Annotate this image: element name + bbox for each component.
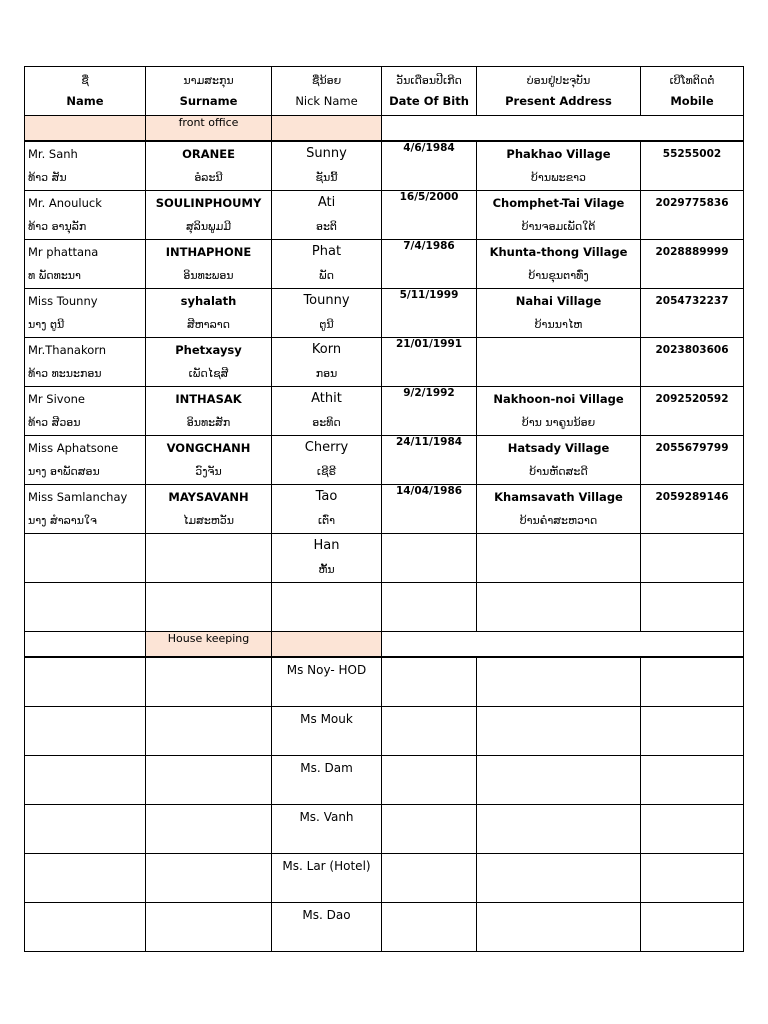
address-lao: ບ້ານຫັດສະດີ	[529, 465, 588, 478]
mobile-cell	[641, 854, 744, 903]
name-cell	[25, 756, 146, 805]
surname-cell	[146, 338, 272, 387]
address-en	[477, 534, 640, 558]
name-en: Miss Aphatsone	[28, 441, 119, 455]
name-lao: ນາງ ສໍາລານໃຈ	[28, 514, 97, 527]
name-en: Mr phattana	[28, 245, 99, 259]
address-lao: ບ້ານຈອມເພັດໃຕ້	[521, 220, 596, 233]
header-address-cell	[477, 67, 641, 116]
surname-lao	[146, 558, 271, 582]
section-label-house-keeping: House keeping	[146, 632, 272, 658]
mobile-number: 2028889999	[655, 246, 729, 258]
surname-lao	[146, 607, 271, 631]
header-nickname-lao: ຊື່ນ້ອຍ	[311, 74, 342, 87]
table-row	[25, 289, 744, 338]
address-en	[477, 583, 640, 607]
nickname-lao: ຊັນນີ້	[315, 171, 338, 184]
name-cell	[25, 534, 146, 583]
header-row	[25, 67, 744, 116]
table-row	[25, 583, 744, 632]
address-lao	[477, 607, 640, 631]
nickname-cell	[272, 485, 382, 534]
surname-cell	[146, 191, 272, 240]
section-spacer	[272, 632, 382, 658]
nickname-cell	[272, 657, 382, 707]
surname-cell	[146, 387, 272, 436]
surname-en: INTHAPHONE	[165, 245, 252, 259]
table-row	[25, 485, 744, 534]
nickname-en: Han	[313, 538, 340, 553]
name-cell	[25, 657, 146, 707]
table-row	[25, 903, 744, 952]
dob-cell: 24/11/1984	[382, 436, 477, 485]
address-cell	[477, 657, 641, 707]
surname-lao: ອໍລະນີ	[194, 171, 223, 184]
dob-cell	[382, 756, 477, 805]
nickname-lao: ອະທິດ	[312, 416, 341, 429]
address-cell	[477, 707, 641, 756]
nickname-en: Ati	[317, 195, 336, 210]
header-surname-en: Surname	[179, 94, 238, 108]
address-en: Nakhoon-noi Village	[493, 392, 624, 406]
nickname-cell	[272, 191, 382, 240]
address-en	[477, 338, 640, 362]
table-row	[25, 436, 744, 485]
nickname-lao: ພັດ	[319, 269, 334, 282]
address-lao: ບ້ານນາໄຫ	[534, 318, 583, 331]
name-en: Mr.Thanakorn	[28, 343, 107, 357]
section-spacer	[25, 116, 146, 142]
name-cell	[25, 338, 146, 387]
name-lao: ທ ພັດທະນາ	[28, 269, 81, 282]
mobile-number: 2029775836	[655, 197, 729, 209]
dob-cell	[382, 805, 477, 854]
dob-cell: 5/11/1999	[382, 289, 477, 338]
name-lao: ນາງ ອາພັດສອນ	[28, 465, 100, 478]
surname-cell	[146, 854, 272, 903]
address-cell	[477, 756, 641, 805]
name-cell	[25, 805, 146, 854]
table-row	[25, 338, 744, 387]
dob-cell: 9/2/1992	[382, 387, 477, 436]
name-cell	[25, 485, 146, 534]
nickname-cell	[272, 534, 382, 583]
house-keeping-rows	[25, 657, 744, 952]
dob-cell: 7/4/1986	[382, 240, 477, 289]
address-lao: ບ້ານຄໍາສະຫວາດ	[519, 514, 598, 527]
nickname-cell	[272, 141, 382, 191]
surname-cell	[146, 289, 272, 338]
nickname-en: Sunny	[306, 146, 347, 161]
address-en: Nahai Village	[515, 294, 602, 308]
surname-lao: ສຸລິນພູມມີ	[185, 220, 232, 233]
name-cell	[25, 240, 146, 289]
dob-cell: 21/01/1991	[382, 338, 477, 387]
nickname-en: Athit	[311, 391, 342, 406]
name-lao: ທ້າວ ສັນ	[28, 171, 67, 184]
dob-cell	[382, 854, 477, 903]
nickname-en: Ms. Vanh	[299, 810, 354, 824]
name-en: Mr. Anouluck	[28, 196, 102, 210]
nickname-cell	[272, 756, 382, 805]
nickname-lao: ອະຕິ	[316, 220, 337, 233]
nickname-lao: ຕູນີ	[319, 318, 334, 331]
nickname-en: Korn	[311, 342, 342, 357]
name-cell	[25, 141, 146, 191]
dob-cell	[382, 534, 477, 583]
name-cell	[25, 707, 146, 756]
nickname-cell	[272, 289, 382, 338]
mobile-cell	[641, 657, 744, 707]
nickname-cell	[272, 854, 382, 903]
nickname-lao: ເຊີຣີ	[316, 465, 337, 478]
address-lao: ບ້ານຂຸນຕາທົ່ງ	[528, 269, 589, 282]
mobile-cell	[641, 756, 744, 805]
nickname-cell	[272, 805, 382, 854]
address-lao: ບ້ານ ນາຄູນນ້ອຍ	[521, 416, 596, 429]
section-blank	[382, 632, 744, 658]
address-cell	[477, 854, 641, 903]
table-row	[25, 240, 744, 289]
table-row	[25, 657, 744, 707]
mobile-cell	[641, 583, 744, 632]
nickname-cell	[272, 387, 382, 436]
surname-cell	[146, 240, 272, 289]
nickname-lao: ເຕົ່າ	[317, 514, 336, 527]
table-row	[25, 191, 744, 240]
address-en: Khamsavath Village	[494, 490, 623, 504]
surname-cell	[146, 141, 272, 191]
nickname-cell	[272, 707, 382, 756]
surname-en: INTHASAK	[175, 392, 242, 406]
name-cell	[25, 436, 146, 485]
header-address-lao: ບ່ອນຢູ່ປະຈຸບັນ	[526, 74, 591, 87]
mobile-number: 2059289146	[655, 491, 729, 503]
surname-cell	[146, 583, 272, 632]
nickname-en	[272, 583, 381, 607]
mobile-cell	[641, 141, 744, 191]
header-surname-cell	[146, 67, 272, 116]
address-cell	[477, 387, 641, 436]
name-en: Miss Tounny	[28, 294, 98, 308]
surname-en	[146, 534, 271, 558]
mobile-number: 2023803606	[655, 344, 729, 356]
surname-cell	[146, 436, 272, 485]
surname-lao: ວົງຈັນ	[195, 465, 222, 478]
surname-lao: ອິນທະສັກ	[186, 416, 231, 429]
name-en: Mr Sivone	[28, 392, 86, 406]
address-cell	[477, 240, 641, 289]
mobile-cell	[641, 436, 744, 485]
header-nickname-en: Nick Name	[295, 94, 358, 108]
surname-cell	[146, 707, 272, 756]
surname-en: SOULINPHOUMY	[155, 196, 262, 210]
surname-cell	[146, 756, 272, 805]
nickname-cell	[272, 583, 382, 632]
surname-lao: ໄມສະຫວັນ	[182, 514, 235, 527]
section-spacer	[272, 116, 382, 142]
nickname-en: Ms Mouk	[300, 712, 353, 726]
surname-cell	[146, 805, 272, 854]
mobile-number: 2054732237	[655, 295, 729, 307]
address-cell	[477, 485, 641, 534]
name-lao	[25, 558, 145, 582]
surname-cell	[146, 903, 272, 952]
address-cell	[477, 805, 641, 854]
mobile-number: 2055679799	[655, 442, 729, 454]
nickname-en: Tounny	[303, 293, 350, 308]
address-cell	[477, 289, 641, 338]
name-cell	[25, 903, 146, 952]
address-en: Phakhao Village	[506, 147, 611, 161]
name-cell	[25, 387, 146, 436]
header-name-en: Name	[66, 94, 104, 108]
address-cell	[477, 903, 641, 952]
nickname-en: Ms. Dao	[302, 908, 351, 922]
address-lao	[477, 558, 640, 582]
address-en: Hatsady Village	[507, 441, 610, 455]
dob-cell: 16/5/2000	[382, 191, 477, 240]
table-row	[25, 141, 744, 191]
name-en	[25, 534, 145, 558]
surname-en: MAYSAVANH	[168, 490, 249, 504]
surname-en: Phetxaysy	[175, 343, 242, 357]
table-row	[25, 756, 744, 805]
nickname-lao: ຫັ້ນ	[318, 563, 335, 576]
address-cell	[477, 583, 641, 632]
table-row	[25, 805, 744, 854]
mobile-cell	[641, 191, 744, 240]
nickname-en: Tao	[315, 489, 338, 504]
table-row	[25, 854, 744, 903]
header-name-cell	[25, 67, 146, 116]
table-row	[25, 534, 744, 583]
nickname-en: Phat	[311, 244, 342, 259]
header-dob-lao: ວັນເດືອນປີເກີດ	[396, 74, 462, 87]
header-mobile-en: Mobile	[670, 94, 714, 108]
header-dob-cell	[382, 67, 477, 116]
name-en	[25, 583, 145, 607]
section-header-house-keeping	[25, 632, 744, 658]
nickname-cell	[272, 903, 382, 952]
surname-en: VONGCHANH	[166, 441, 251, 455]
nickname-lao	[272, 607, 381, 631]
surname-cell	[146, 534, 272, 583]
surname-lao: ເພັດໄຊສີ	[188, 367, 229, 380]
section-header-front-office	[25, 116, 744, 142]
table-row	[25, 707, 744, 756]
header-name-lao: ຊື່	[81, 74, 89, 87]
section-blank	[382, 116, 744, 142]
address-cell	[477, 338, 641, 387]
surname-lao: ສີຫາລາດ	[186, 318, 231, 331]
staff-contact-table	[24, 66, 744, 952]
nickname-cell	[272, 240, 382, 289]
address-en: Chomphet-Tai Vilage	[492, 196, 625, 210]
dob-cell	[382, 657, 477, 707]
header-dob-en: Date Of Bith	[389, 94, 469, 108]
nickname-cell	[272, 338, 382, 387]
address-cell	[477, 534, 641, 583]
header-address-en: Present Address	[505, 94, 612, 108]
surname-cell	[146, 485, 272, 534]
mobile-cell	[641, 387, 744, 436]
surname-en: ORANEE	[182, 147, 235, 161]
name-cell	[25, 854, 146, 903]
name-en: Miss Samlanchay	[28, 490, 128, 504]
surname-en: syhalath	[180, 294, 237, 308]
mobile-cell	[641, 240, 744, 289]
nickname-en: Ms. Lar (Hotel)	[282, 859, 371, 873]
address-lao	[477, 362, 640, 386]
name-cell	[25, 289, 146, 338]
mobile-cell	[641, 707, 744, 756]
nickname-en: Ms. Dam	[300, 761, 353, 775]
address-en: Khunta-thong Village	[489, 245, 628, 259]
dob-cell	[382, 707, 477, 756]
mobile-cell	[641, 534, 744, 583]
table-row	[25, 387, 744, 436]
nickname-en: Cherry	[304, 440, 349, 455]
section-blank	[25, 632, 146, 658]
nickname-en: Ms Noy- HOD	[286, 663, 367, 677]
section-label-front-office: front office	[146, 116, 272, 142]
name-lao: ທ້າວ ອານຸລັກ	[28, 220, 87, 233]
header-mobile-lao: ເບີໂທຕິດຕໍ່	[669, 74, 715, 87]
mobile-cell	[641, 289, 744, 338]
name-lao: ທ້າວ ສີວອນ	[28, 416, 81, 429]
mobile-cell	[641, 485, 744, 534]
header-mobile-cell	[641, 67, 744, 116]
front-office-rows	[25, 141, 744, 632]
surname-en	[146, 583, 271, 607]
address-cell	[477, 191, 641, 240]
header-nickname-cell	[272, 67, 382, 116]
dob-cell: 4/6/1984	[382, 141, 477, 191]
mobile-cell	[641, 805, 744, 854]
mobile-cell	[641, 903, 744, 952]
name-cell	[25, 583, 146, 632]
address-cell	[477, 436, 641, 485]
name-en: Mr. Sanh	[28, 147, 78, 161]
surname-lao: ອິນທະພອນ	[183, 269, 234, 282]
dob-cell	[382, 583, 477, 632]
name-cell	[25, 191, 146, 240]
address-lao: ບ້ານພະຂາວ	[531, 171, 586, 184]
mobile-number: 2092520592	[655, 393, 729, 405]
mobile-cell	[641, 338, 744, 387]
dob-cell: 14/04/1986	[382, 485, 477, 534]
header-surname-lao: ນາມສະກຸນ	[183, 74, 234, 87]
name-lao	[25, 607, 145, 631]
surname-cell	[146, 657, 272, 707]
nickname-lao: ກອນ	[315, 367, 338, 380]
nickname-cell	[272, 436, 382, 485]
dob-cell	[382, 903, 477, 952]
mobile-number: 55255002	[662, 148, 722, 160]
name-lao: ທ້າວ ທະນະກອນ	[28, 367, 102, 380]
name-lao: ນາງ ຕູນີ	[28, 318, 65, 331]
address-cell	[477, 141, 641, 191]
